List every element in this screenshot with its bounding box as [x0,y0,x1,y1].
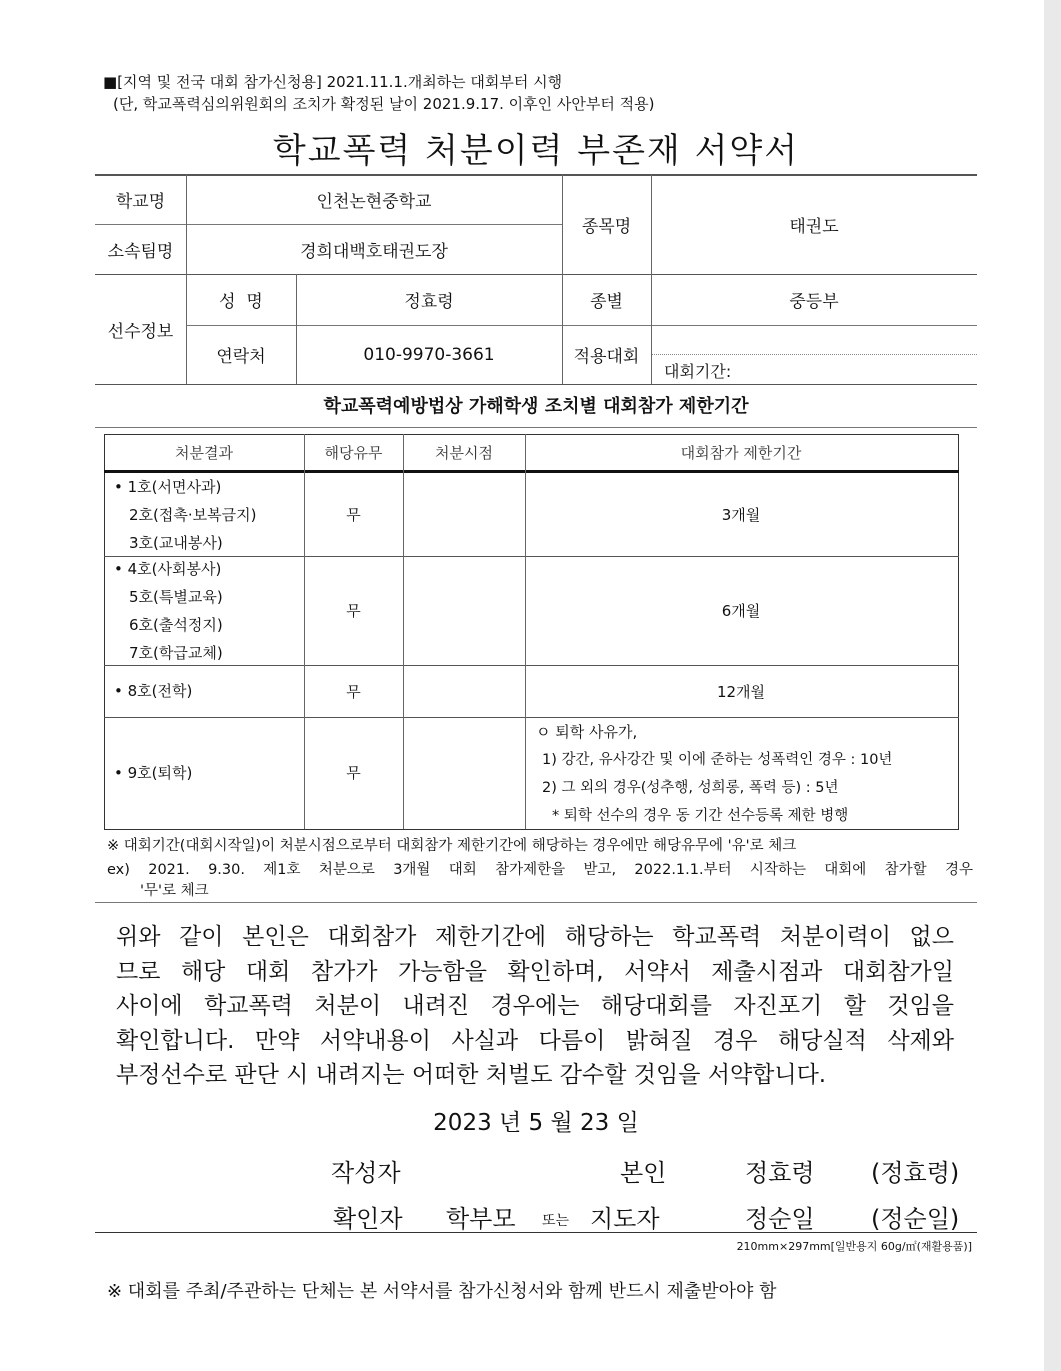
confirmer-or: 또는 [542,1213,570,1229]
row4-items: • 9호(퇴학) [114,764,193,782]
event-label: 종목명 [581,216,632,237]
row4-period-lines: ㅇ 퇴학 사유가, 1) 강간, 유사강간 및 이에 준하는 성폭력인 경우 : 10년 2) 그 외의 경우(성추행, 성희롱, 폭력 등) : 5년 * 퇴학 선수의 경우 동 기간 선수등록 제한 병행 [536,723,893,824]
header-result: 처분결과 [175,443,233,462]
category-label: 종별 [590,292,623,312]
notice-line-1: ■[지역 및 전국 대회 참가신청용] 2021.11.1.개최하는 대회부터 시행 [103,73,563,91]
team-label: 소속팀명 [107,241,174,262]
confirmer-role-coach: 지도자 [590,1205,660,1233]
period-label: 대회기간: [664,362,732,381]
contact-label: 연락처 [216,347,266,367]
row4-has: 무 [346,764,361,782]
row3-items: • 8호(전학) [114,682,193,700]
name-label: 성 명 [219,292,263,312]
school-label: 학교명 [115,191,166,212]
note-1: ※ 대회기간(대회시작일)이 처분시점으로부터 대회참가 제한기간에 해당하는 경우에만 해당유무에 '유'로 체크 [107,838,797,854]
page-edge-shadow [1044,0,1061,1371]
restriction-title: 학교폭력예방법상 가해학생 조치별 대회참가 제한기간 [323,396,749,417]
note-2a: ex) 2021. 9.30. 제1호 처분으로 3개월 대회 참가제한을 받고, 2022.1.1.부터 시작하는 대회에 참가할 경우 [107,862,973,878]
writer-signature: (정효령) [871,1159,960,1187]
row2-items: • 4호(사회봉사) 5호(특별교육) 6호(출석정지) 7호(학급교체) [114,560,223,662]
confirmer-name: 정순일 [745,1205,815,1233]
confirmer-role-parent: 학부모 [446,1205,516,1233]
writer-role: 본인 [620,1159,667,1187]
contact-value: 010-9970-3661 [363,344,495,365]
header-timing: 처분시점 [435,443,493,462]
school-value: 인천논현중학교 [316,191,432,212]
category-value: 중등부 [789,292,839,312]
writer-label: 작성자 [331,1159,401,1187]
event-value: 태권도 [789,216,839,237]
paper-spec: 210mm×297mm[일반용지 60g/㎡(재활용품)] [736,1240,972,1253]
header-period: 대회참가 제한기간 [680,443,802,462]
row1-items: • 1호(서면사과) 2호(접촉·보복금지) 3호(교내봉사) [114,478,257,552]
row3-has: 무 [346,682,361,701]
row2-period: 6개월 [721,602,761,620]
row1-period: 3개월 [721,505,761,524]
competition-label: 적용대회 [573,347,640,367]
name-value: 정효령 [404,292,454,312]
pledge-text: 위와 같이 본인은 대회참가 제한기간에 해당하는 학교폭력 처분이력이 없으 므로 해당 대회 참가가 가능함을 확인하며, 서약서 제출시점과 대회참가일 사이에 학교폭력 처분이 내려진 경우에는 해당대회를 자진포기 할 것임을 확인합니다. 만약 서약내용이 사실과 다름이 밝혀질 경우 해당실적 삭제와 부정선수로 판단 시 내려지는 어떠한 처벌도 감수할 것임을 서약합니다. [116,924,954,1088]
confirmer-label: 확인자 [333,1205,403,1233]
player-info-label: 선수정보 [107,321,174,342]
pledge-date: 2023 년 5 월 23 일 [433,1110,639,1136]
notice-line-2: (단, 학교폭력심의위원회의 조치가 확정된 날이 2021.9.17. 이후인 사안부터 적용) [113,95,655,113]
writer-name: 정효령 [745,1159,815,1187]
row2-has: 무 [346,602,361,620]
header-applicable: 해당유무 [324,443,383,462]
row1-has: 무 [346,505,361,524]
final-note: ※ 대회를 주최/주관하는 단체는 본 서약서를 참가신청서와 함께 반드시 제출받아야 함 [107,1281,777,1302]
row3-period: 12개월 [716,682,766,701]
page-title: 학교폭력 처분이력 부존재 서약서 [272,131,800,171]
team-value: 경희대백호태권도장 [300,241,448,262]
confirmer-signature: (정순일) [871,1205,960,1233]
note-2b: '무'로 체크 [140,883,209,899]
